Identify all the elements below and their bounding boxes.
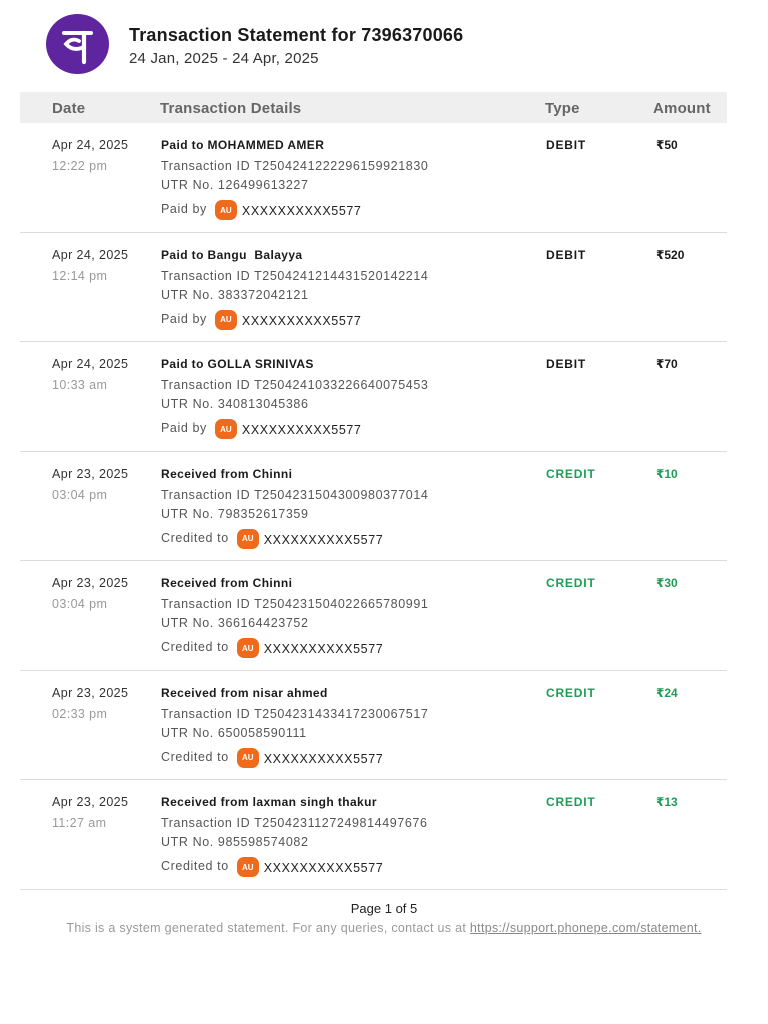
table-row xyxy=(20,123,727,233)
row-type: CREDIT xyxy=(546,685,596,700)
row-account-number: XXXXXXXXXX5577 xyxy=(263,751,384,766)
row-account-number: XXXXXXXXXX5577 xyxy=(263,642,384,656)
row-transaction-id: Transaction ID T2504241214431520142214 xyxy=(161,268,429,283)
row-date: Apr 23, 2025 xyxy=(52,576,129,590)
phonepe-logo-icon xyxy=(46,14,109,74)
row-account-label: Paid by xyxy=(161,202,207,216)
row-account xyxy=(161,198,362,220)
row-amount: ₹13 xyxy=(656,795,678,809)
row-transaction-id: Transaction ID T2504231504022665780991 xyxy=(161,597,429,611)
row-amount: ₹24 xyxy=(656,685,678,700)
bank-logo-icon: AU xyxy=(237,529,259,549)
row-account-label: Credited to xyxy=(161,749,229,764)
row-utr: UTR No. 366164423752 xyxy=(161,616,309,630)
row-type: CREDIT xyxy=(546,576,596,590)
row-time: 12:22 pm xyxy=(52,159,108,173)
row-utr: UTR No. 383372042121 xyxy=(161,287,309,302)
bank-logo-icon: AU xyxy=(215,200,237,220)
row-utr: UTR No. 798352617359 xyxy=(161,506,309,521)
row-account xyxy=(161,746,383,768)
row-party: Received from Chinni xyxy=(161,466,293,481)
table-row xyxy=(20,780,727,890)
table-row xyxy=(20,233,727,343)
row-date: Apr 23, 2025 xyxy=(52,466,129,481)
row-party: Paid to MOHAMMED AMER xyxy=(161,138,325,152)
row-transaction-id: Transaction ID T2504241033226640075453 xyxy=(161,378,429,392)
row-time: 03:04 pm xyxy=(52,597,108,611)
footer-note-text: This is a system generated statement. For any queries, contact us at xyxy=(66,921,467,935)
statement-title: Transaction Statement for 7396370066 xyxy=(129,25,464,45)
row-amount: ₹70 xyxy=(656,357,678,371)
row-account-number: XXXXXXXXXX5577 xyxy=(241,204,362,218)
support-link[interactable]: https://support.phonepe.com/statement. xyxy=(469,921,702,935)
bank-logo-icon: AU xyxy=(215,419,237,439)
row-party: Received from laxman singh thakur xyxy=(161,795,377,809)
row-amount: ₹520 xyxy=(656,247,685,262)
row-date: Apr 24, 2025 xyxy=(52,357,129,371)
row-account-number: XXXXXXXXXX5577 xyxy=(263,861,384,875)
row-account xyxy=(161,636,383,658)
row-account xyxy=(161,527,383,549)
row-account xyxy=(161,417,362,439)
header-date: Date xyxy=(52,100,86,117)
row-utr: UTR No. 985598574082 xyxy=(161,835,309,849)
row-date: Apr 23, 2025 xyxy=(52,795,129,809)
row-amount: ₹50 xyxy=(656,138,678,152)
header-details: Transaction Details xyxy=(160,100,302,117)
row-transaction-id: Transaction ID T2504241222296159921830 xyxy=(161,159,429,173)
row-account-number: XXXXXXXXXX5577 xyxy=(263,532,384,547)
row-account xyxy=(161,855,383,877)
header-amount: Amount xyxy=(653,100,711,117)
table-row xyxy=(20,342,727,452)
page-number: Page 1 of 5 xyxy=(350,901,418,916)
bank-logo-icon: AU xyxy=(237,638,259,658)
row-type: DEBIT xyxy=(546,357,586,371)
row-party: Received from nisar ahmed xyxy=(161,685,328,700)
row-time: 02:33 pm xyxy=(52,706,108,721)
row-party: Paid to GOLLA SRINIVAS xyxy=(161,357,314,371)
row-date: Apr 24, 2025 xyxy=(52,138,129,152)
statement-header xyxy=(46,14,746,74)
bank-logo-icon: AU xyxy=(215,310,237,330)
row-transaction-id: Transaction ID T2504231127249814497676 xyxy=(161,816,428,830)
row-account-label: Paid by xyxy=(161,421,207,435)
row-account-number: XXXXXXXXXX5577 xyxy=(241,313,362,328)
footer-note xyxy=(0,921,768,935)
row-transaction-id: Transaction ID T2504231433417230067517 xyxy=(161,706,429,721)
transactions-table xyxy=(20,123,727,890)
row-utr: UTR No. 126499613227 xyxy=(161,178,309,192)
row-account-label: Credited to xyxy=(161,859,229,873)
table-row xyxy=(20,671,727,781)
bank-logo-icon: AU xyxy=(237,748,259,768)
header-type: Type xyxy=(545,100,580,117)
row-date: Apr 23, 2025 xyxy=(52,685,129,700)
row-transaction-id: Transaction ID T2504231504300980377014 xyxy=(161,487,429,502)
table-row xyxy=(20,452,727,562)
row-date: Apr 24, 2025 xyxy=(52,247,129,262)
row-time: 12:14 pm xyxy=(52,268,108,283)
row-amount: ₹30 xyxy=(656,576,678,590)
row-type: DEBIT xyxy=(546,138,586,152)
bank-logo-icon: AU xyxy=(237,857,259,877)
row-account-label: Credited to xyxy=(161,530,229,545)
row-type: CREDIT xyxy=(546,795,596,809)
row-type: CREDIT xyxy=(546,466,596,481)
row-account xyxy=(161,308,362,330)
row-party: Paid to Bangu Balayya xyxy=(161,247,303,262)
statement-period: 24 Jan, 2025 - 24 Apr, 2025 xyxy=(129,50,319,67)
row-type: DEBIT xyxy=(546,247,586,262)
row-time: 10:33 am xyxy=(52,378,108,392)
row-time: 03:04 pm xyxy=(52,487,108,502)
row-account-label: Credited to xyxy=(161,640,229,654)
row-utr: UTR No. 650058590111 xyxy=(161,725,307,740)
row-utr: UTR No. 340813045386 xyxy=(161,397,309,411)
table-row xyxy=(20,561,727,671)
row-amount: ₹10 xyxy=(656,466,678,481)
row-party: Received from Chinni xyxy=(161,576,293,590)
table-header xyxy=(20,92,727,123)
row-account-number: XXXXXXXXXX5577 xyxy=(241,423,362,437)
row-time: 11:27 am xyxy=(52,816,107,830)
row-account-label: Paid by xyxy=(161,311,207,326)
